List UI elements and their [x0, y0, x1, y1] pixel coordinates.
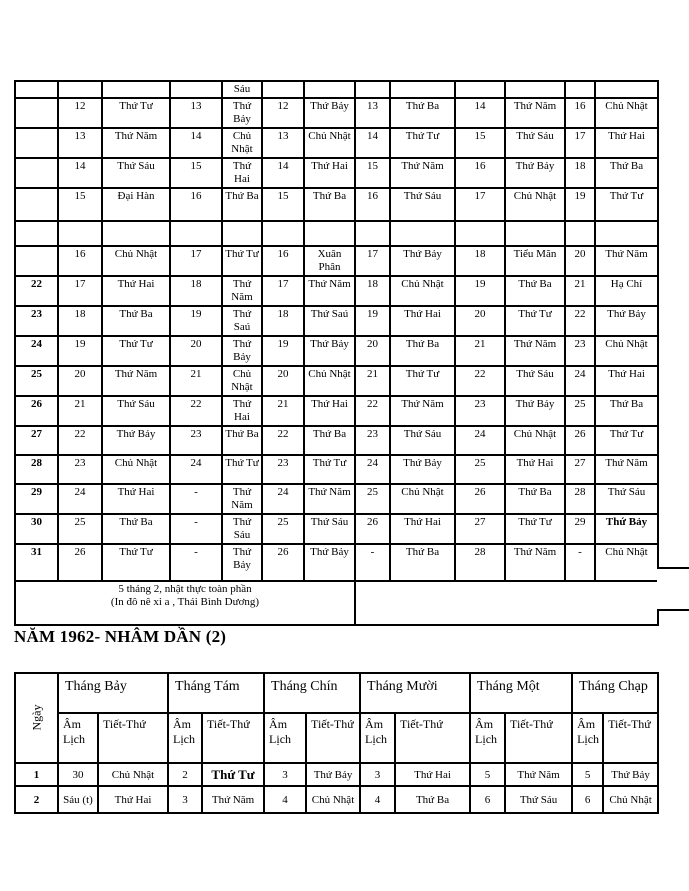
weekday-cell: Thứ Năm — [222, 276, 262, 306]
weekday-cell: Thứ Bảy — [595, 514, 658, 544]
lunar-column-header: Âm Lịch — [470, 713, 505, 763]
calendar-row — [15, 246, 658, 276]
weekday-cell: Thứ Tư — [390, 366, 455, 396]
weekday-cell: Thứ Tư — [595, 426, 658, 455]
lunar-day-cell: - — [170, 514, 222, 544]
day-column-header-cell — [15, 673, 58, 763]
eclipse-note-line1: 5 tháng 2, nhật thực toàn phần — [118, 583, 252, 595]
lunar-day-cell: 24 — [565, 366, 595, 396]
weekday-cell: Thứ Bảy — [505, 158, 565, 188]
lunar-day-cell: 17 — [170, 246, 222, 276]
weekday-cell: Thứ Tư — [102, 544, 170, 581]
lunar-day-cell: 19 — [565, 188, 595, 221]
lunar-column-header: Âm Lịch — [168, 713, 202, 763]
lunar-day-cell: 20 — [355, 336, 390, 366]
tiet-weekday-cell: Thứ Tư — [202, 763, 264, 786]
lunar-day-cell: - — [170, 544, 222, 581]
lunar-day-cell: 13 — [58, 128, 102, 158]
weekday-cell: Đại Hàn — [102, 188, 170, 221]
lunar-day-cell: 26 — [565, 426, 595, 455]
lunar-day-cell: 23 — [170, 426, 222, 455]
lunar-day-cell: 17 — [455, 188, 505, 221]
lunar-column-header: Âm Lịch — [572, 713, 603, 763]
weekday-cell: Thứ Sáu — [304, 514, 355, 544]
lunar-day-cell: 15 — [355, 158, 390, 188]
lunar-day-cell: 24 — [58, 484, 102, 514]
lunar-day-cell — [58, 221, 102, 246]
calendar-row — [15, 484, 658, 514]
weekday-cell: Thứ Ba — [505, 276, 565, 306]
tiet-weekday-cell: Thứ Sáu — [505, 786, 572, 813]
gregorian-day-cell: 22 — [15, 276, 58, 306]
weekday-cell: Thứ Bảy — [505, 396, 565, 426]
weekday-cell: Thứ Tư — [595, 188, 658, 221]
month-day-row — [15, 763, 658, 786]
weekday-cell: Thứ Tư — [222, 246, 262, 276]
lunar-day-cell: 28 — [455, 544, 505, 581]
lunar-day-cell: 16 — [455, 158, 505, 188]
empty-cell — [262, 81, 304, 98]
gregorian-day-cell — [15, 98, 58, 128]
weekday-cell: Thứ Năm — [390, 158, 455, 188]
month-header: Tháng Mười — [360, 673, 470, 713]
weekday-cell: Thứ Bảy — [222, 544, 262, 581]
gregorian-day-cell: 31 — [15, 544, 58, 581]
weekday-cell: Thứ Bảy — [390, 455, 455, 484]
weekday-cell: Chủ Nhật — [222, 366, 262, 396]
weekday-cell — [390, 221, 455, 246]
footer-right-strip — [657, 567, 689, 611]
lunar-date-cell: 5 — [572, 763, 603, 786]
weekday-cell: Thứ Hai — [595, 366, 658, 396]
weekday-cell: Thứ Ba — [390, 336, 455, 366]
weekday-cell: Thứ Hai — [102, 484, 170, 514]
lunar-day-cell: 20 — [455, 306, 505, 336]
empty-cell — [390, 81, 455, 98]
lunar-day-cell: 16 — [170, 188, 222, 221]
lunar-day-cell: 19 — [170, 306, 222, 336]
weekday-cell: Thứ Ba — [222, 188, 262, 221]
weekday-cell — [102, 221, 170, 246]
weekday-cell: Thứ Ba — [595, 158, 658, 188]
weekday-cell — [505, 221, 565, 246]
day-column-header-label: Ngày — [29, 704, 43, 731]
lunar-day-cell: 12 — [58, 98, 102, 128]
weekday-cell: Chủ Nhật — [390, 276, 455, 306]
lunar-day-cell — [170, 221, 222, 246]
lunar-day-cell: 25 — [58, 514, 102, 544]
empty-cell — [170, 81, 222, 98]
page-title: NĂM 1962- NHÂM DẦN (2) — [14, 627, 227, 646]
lunar-day-cell: 27 — [565, 455, 595, 484]
weekday-cell: Thứ Ba — [304, 188, 355, 221]
lunar-day-cell: - — [170, 484, 222, 514]
lunar-day-cell: 15 — [455, 128, 505, 158]
weekday-cell: Thứ Ba — [102, 306, 170, 336]
lunar-day-cell: 17 — [565, 128, 595, 158]
month-header: Tháng Một — [470, 673, 572, 713]
weekday-cell — [222, 221, 262, 246]
weekday-cell: Thứ Năm — [505, 98, 565, 128]
clipped-weekday-cell: Sáu — [222, 81, 262, 98]
lunar-day-cell: 13 — [170, 98, 222, 128]
weekday-cell: Thứ Năm — [595, 455, 658, 484]
lunar-day-cell: 21 — [355, 366, 390, 396]
lunar-day-cell: 21 — [170, 366, 222, 396]
crop-mask — [0, 818, 689, 891]
empty-cell — [58, 81, 102, 98]
weekday-cell: Thứ Bảy — [390, 246, 455, 276]
lunar-date-cell: Sáu (t) — [58, 786, 98, 813]
gregorian-day-cell: 24 — [15, 336, 58, 366]
lunar-date-cell: 4 — [264, 786, 306, 813]
weekday-cell: Thứ Ba — [505, 484, 565, 514]
lunar-day-cell: 22 — [355, 396, 390, 426]
lunar-day-cell: 16 — [565, 98, 595, 128]
calendar-row — [15, 366, 658, 396]
tiet-weekday-cell: Thứ Năm — [505, 763, 572, 786]
calendar-row — [15, 158, 658, 188]
month-header-row — [15, 673, 658, 713]
lunar-day-cell: 18 — [170, 276, 222, 306]
lunar-day-cell: 24 — [355, 455, 390, 484]
calendar-row — [15, 336, 658, 366]
weekday-cell: Thứ Sáu — [222, 514, 262, 544]
gregorian-day-cell — [15, 158, 58, 188]
lunar-date-cell: 6 — [572, 786, 603, 813]
weekday-cell: Thứ Hai — [222, 158, 262, 188]
lunar-date-cell: 5 — [470, 763, 505, 786]
lunar-day-cell: 19 — [455, 276, 505, 306]
weekday-cell: Thứ Tư — [505, 306, 565, 336]
lunar-day-cell: 16 — [262, 246, 304, 276]
lunar-date-cell: 4 — [360, 786, 395, 813]
lunar-day-cell: 16 — [355, 188, 390, 221]
calendar-row — [15, 306, 658, 336]
weekday-cell: Chủ Nhật — [102, 455, 170, 484]
lunar-day-cell: 19 — [58, 336, 102, 366]
month-header: Tháng Chín — [264, 673, 360, 713]
gregorian-day-cell: 28 — [15, 455, 58, 484]
lunar-day-cell: 15 — [170, 158, 222, 188]
calendar-row — [15, 396, 658, 426]
lunar-day-cell: 14 — [262, 158, 304, 188]
lunar-day-cell: 18 — [455, 246, 505, 276]
calendar-row — [15, 426, 658, 455]
weekday-cell: Chủ Nhật — [304, 366, 355, 396]
empty-cell — [304, 81, 355, 98]
weekday-cell: Chủ Nhật — [505, 188, 565, 221]
weekday-cell: Thứ Hai — [390, 514, 455, 544]
lunar-day-cell: 29 — [565, 514, 595, 544]
lunar-day-cell: 23 — [58, 455, 102, 484]
weekday-cell — [304, 221, 355, 246]
month-header: Tháng Tám — [168, 673, 264, 713]
lunar-date-cell: 30 — [58, 763, 98, 786]
lunar-day-cell: 21 — [58, 396, 102, 426]
weekday-cell: Thứ Hai — [304, 396, 355, 426]
weekday-cell: Xuân Phân — [304, 246, 355, 276]
weekday-cell: Thứ Bảy — [222, 336, 262, 366]
weekday-cell: Chủ Nhật — [390, 484, 455, 514]
gregorian-day-cell: 23 — [15, 306, 58, 336]
lunar-day-cell: 15 — [262, 188, 304, 221]
lunar-day-cell: 28 — [565, 484, 595, 514]
gregorian-day-cell: 27 — [15, 426, 58, 455]
weekday-cell: Thứ Năm — [222, 484, 262, 514]
calendar-row — [15, 128, 658, 158]
weekday-cell: Thứ Bảy — [222, 98, 262, 128]
tiet-weekday-cell: Thứ Bảy — [306, 763, 360, 786]
lunar-day-cell: 13 — [262, 128, 304, 158]
weekday-cell: Thứ Bảy — [102, 426, 170, 455]
lunar-day-cell: 16 — [58, 246, 102, 276]
weekday-cell: Thứ Năm — [390, 396, 455, 426]
weekday-cell — [595, 221, 658, 246]
lunar-day-cell: 20 — [262, 366, 304, 396]
lunar-column-header: Âm Lịch — [264, 713, 306, 763]
lunar-day-cell: 18 — [355, 276, 390, 306]
empty-cell — [565, 81, 595, 98]
weekday-cell: Thứ Saú — [222, 306, 262, 336]
lunar-date-cell: 3 — [360, 763, 395, 786]
weekday-cell: Thứ Tư — [102, 336, 170, 366]
lunar-day-cell: 24 — [455, 426, 505, 455]
lunar-day-cell: 27 — [455, 514, 505, 544]
calendar-row — [15, 544, 658, 581]
lunar-day-cell: - — [355, 544, 390, 581]
calendar-row — [15, 188, 658, 221]
weekday-cell: Thứ Năm — [505, 336, 565, 366]
tiet-thu-column-header: Tiết-Thứ — [306, 713, 360, 763]
lunar-day-cell: 19 — [262, 336, 304, 366]
empty-cell — [455, 81, 505, 98]
weekday-cell: Thứ Hai — [304, 158, 355, 188]
tiet-thu-column-header: Tiết-Thứ — [202, 713, 264, 763]
lunar-day-cell: 26 — [355, 514, 390, 544]
empty-cell — [15, 81, 58, 98]
day-number-cell: 2 — [15, 786, 58, 813]
tiet-thu-column-header: Tiết-Thứ — [505, 713, 572, 763]
weekday-cell: Thứ Bảy — [304, 544, 355, 581]
calendar-row — [15, 514, 658, 544]
weekday-cell: Thứ Năm — [304, 484, 355, 514]
month-header: Tháng Chạp — [572, 673, 658, 713]
weekday-cell: Thứ Tư — [390, 128, 455, 158]
tiet-weekday-cell: Chủ Nhật — [98, 763, 168, 786]
weekday-cell: Chủ Nhật — [505, 426, 565, 455]
weekday-cell: Thứ Sáu — [390, 426, 455, 455]
lunar-date-cell: 3 — [168, 786, 202, 813]
empty-footer-cell — [355, 581, 658, 625]
tiet-weekday-cell: Thứ Năm — [202, 786, 264, 813]
calendar-row — [15, 276, 658, 306]
weekday-cell: Chủ Nhật — [595, 336, 658, 366]
lunar-day-cell: 22 — [565, 306, 595, 336]
lunar-day-cell — [262, 221, 304, 246]
weekday-cell: Thứ Tư — [505, 514, 565, 544]
year-1962-months-table — [14, 672, 659, 814]
gregorian-day-cell: 29 — [15, 484, 58, 514]
weekday-cell: Chủ Nhật — [595, 544, 658, 581]
eclipse-note-cell — [15, 581, 355, 625]
weekday-cell: Thứ Năm — [102, 366, 170, 396]
lunar-day-cell: 22 — [455, 366, 505, 396]
lunar-day-cell: 14 — [355, 128, 390, 158]
calendar-row — [15, 455, 658, 484]
lunar-day-cell: 14 — [170, 128, 222, 158]
lunar-day-cell: 22 — [58, 426, 102, 455]
weekday-cell: Thứ Ba — [102, 514, 170, 544]
gregorian-day-cell — [15, 188, 58, 221]
lunar-date-cell: 6 — [470, 786, 505, 813]
weekday-cell: Thứ Ba — [390, 544, 455, 581]
empty-cell — [102, 81, 170, 98]
gregorian-day-cell: 25 — [15, 366, 58, 396]
lunar-day-cell: 26 — [262, 544, 304, 581]
weekday-cell: Thứ Saú — [304, 306, 355, 336]
weekday-cell: Hạ Chí — [595, 276, 658, 306]
weekday-cell: Thứ Ba — [595, 396, 658, 426]
lunar-day-cell: 18 — [262, 306, 304, 336]
tiet-thu-column-header: Tiết-Thứ — [98, 713, 168, 763]
weekday-cell: Thứ Tư — [102, 98, 170, 128]
lunar-column-header: Âm Lịch — [360, 713, 395, 763]
lunar-day-cell: 23 — [262, 455, 304, 484]
weekday-cell: Thứ Sáu — [505, 366, 565, 396]
weekday-cell: Thứ Năm — [595, 246, 658, 276]
gregorian-day-cell: 30 — [15, 514, 58, 544]
lunar-day-cell: 20 — [58, 366, 102, 396]
tiet-thu-column-header: Tiết-Thứ — [603, 713, 658, 763]
weekday-cell: Thứ Hai — [595, 128, 658, 158]
weekday-cell: Thứ Năm — [505, 544, 565, 581]
weekday-cell: Thứ Bảy — [304, 336, 355, 366]
weekday-cell: Thứ Sáu — [505, 128, 565, 158]
lunar-day-cell: 23 — [455, 396, 505, 426]
sub-header-row — [15, 713, 658, 763]
lunar-day-cell: - — [565, 544, 595, 581]
tiet-thu-column-header: Tiết-Thứ — [395, 713, 470, 763]
weekday-cell: Thứ Tư — [222, 455, 262, 484]
lunar-day-cell: 17 — [355, 246, 390, 276]
weekday-cell: Chủ Nhật — [102, 246, 170, 276]
weekday-cell: Tiểu Mãn — [505, 246, 565, 276]
solar-lunar-calendar-table — [14, 80, 659, 626]
weekday-cell: Thứ Tư — [304, 455, 355, 484]
lunar-day-cell: 15 — [58, 188, 102, 221]
lunar-day-cell: 18 — [565, 158, 595, 188]
gregorian-day-cell — [15, 221, 58, 246]
lunar-day-cell: 23 — [355, 426, 390, 455]
empty-cell — [595, 81, 658, 98]
lunar-day-cell: 26 — [58, 544, 102, 581]
lunar-day-cell: 14 — [58, 158, 102, 188]
gregorian-day-cell: 26 — [15, 396, 58, 426]
lunar-day-cell: 23 — [565, 336, 595, 366]
lunar-day-cell: 22 — [262, 426, 304, 455]
calendar-row — [15, 98, 658, 128]
lunar-day-cell: 24 — [262, 484, 304, 514]
lunar-day-cell: 21 — [262, 396, 304, 426]
weekday-cell: Thứ Năm — [102, 128, 170, 158]
weekday-cell: Thứ Hai — [222, 396, 262, 426]
day-number-cell: 1 — [15, 763, 58, 786]
weekday-cell: Thứ Ba — [390, 98, 455, 128]
month-header: Tháng Bảy — [58, 673, 168, 713]
weekday-cell: Thứ Ba — [304, 426, 355, 455]
lunar-day-cell: 18 — [58, 306, 102, 336]
tiet-weekday-cell: Chủ Nhật — [306, 786, 360, 813]
lunar-day-cell: 19 — [355, 306, 390, 336]
lunar-date-cell: 2 — [168, 763, 202, 786]
lunar-day-cell: 25 — [355, 484, 390, 514]
lunar-column-header: Âm Lịch — [58, 713, 98, 763]
lunar-day-cell: 21 — [565, 276, 595, 306]
weekday-cell: Thứ Hai — [390, 306, 455, 336]
gregorian-day-cell — [15, 246, 58, 276]
weekday-cell: Chủ Nhật — [304, 128, 355, 158]
weekday-cell: Thứ Hai — [505, 455, 565, 484]
weekday-cell: Thứ Sáu — [595, 484, 658, 514]
empty-cell — [505, 81, 565, 98]
empty-cell — [355, 81, 390, 98]
weekday-cell: Thứ Hai — [102, 276, 170, 306]
lunar-day-cell: 21 — [455, 336, 505, 366]
weekday-cell: Chủ Nhật — [595, 98, 658, 128]
lunar-day-cell: 25 — [262, 514, 304, 544]
weekday-cell: Chủ Nhật — [222, 128, 262, 158]
month-day-row — [15, 786, 658, 813]
clipped-top-row — [15, 81, 658, 98]
lunar-day-cell: 25 — [455, 455, 505, 484]
tiet-weekday-cell: Thứ Hai — [98, 786, 168, 813]
gregorian-day-cell — [15, 128, 58, 158]
lunar-day-cell — [565, 221, 595, 246]
lunar-day-cell — [455, 221, 505, 246]
lunar-day-cell — [355, 221, 390, 246]
weekday-cell: Thứ Bảy — [595, 306, 658, 336]
lunar-day-cell: 25 — [565, 396, 595, 426]
weekday-cell: Thứ Ba — [222, 426, 262, 455]
footer-note-row — [15, 581, 658, 625]
weekday-cell: Thứ Bảy — [304, 98, 355, 128]
calendar-row — [15, 221, 658, 246]
eclipse-note-line2: (In đô nê xi a , Thái Bình Dương) — [110, 596, 260, 608]
lunar-date-cell: 3 — [264, 763, 306, 786]
lunar-day-cell: 13 — [355, 98, 390, 128]
weekday-cell: Thứ Sáu — [102, 158, 170, 188]
weekday-cell: Thứ Sáu — [390, 188, 455, 221]
lunar-day-cell: 17 — [262, 276, 304, 306]
weekday-cell: Thứ Năm — [304, 276, 355, 306]
lunar-day-cell: 20 — [170, 336, 222, 366]
lunar-day-cell: 17 — [58, 276, 102, 306]
lunar-day-cell: 12 — [262, 98, 304, 128]
tiet-weekday-cell: Thứ Ba — [395, 786, 470, 813]
lunar-day-cell: 14 — [455, 98, 505, 128]
weekday-cell: Thứ Sáu — [102, 396, 170, 426]
lunar-day-cell: 22 — [170, 396, 222, 426]
lunar-day-cell: 26 — [455, 484, 505, 514]
tiet-weekday-cell: Thứ Hai — [395, 763, 470, 786]
lunar-day-cell: 24 — [170, 455, 222, 484]
tiet-weekday-cell: Thứ Bảy — [603, 763, 658, 786]
lunar-day-cell: 20 — [565, 246, 595, 276]
tiet-weekday-cell: Chủ Nhật — [603, 786, 658, 813]
